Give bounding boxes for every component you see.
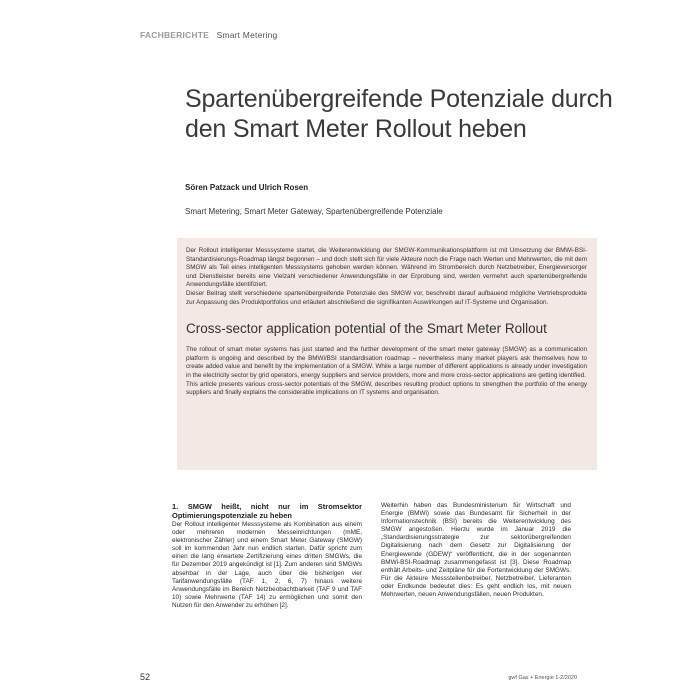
abstract-en-paragraph: The rollout of smart meter systems has just started and the further development of the smart meter gateway (SMGW) as a communication platform is ongoing and described by the BMWi/BSI standardisation roadmap – nevertheless many market players ask themselves how to create added value and benefit by the implementation of a SMGW. While a large number of different applications is already under investigation in the electricity sector by grid operators, energy suppliers and service providers, more and more cross-sector applications are getting identified. [186, 346, 587, 379]
abstract-de-paragraph: Dieser Beitrag stellt verschiedene spartenübergreifende Potenziale des SMGW vor, beschreibt darauf aufbauend mögliche Vertriebsprodukte zur Anpassung des Produktportfolios und erläutert abschließend die signifikanten Auswirkungen auf IT-Systeme und Organisation. [186, 289, 587, 306]
body-column-left [172, 502, 362, 610]
section-heading: 1. SMGW heißt, nicht nur im Stromsektor Optimierungspotenziale zu heben [172, 502, 362, 520]
body-paragraph: Weiterhin haben das Bundesministerium für Wirtschaft und Energie (BMWi) sowie das Bundesamt für Sicherheit in der Informationstechnik (BSI) bereits die Weiterentwicklung des SMGW angestoßen. Hierzu wurde im Januar 2019 die „Standardisierungsstrategie zur sektorübergreifenden Digitalisierung nach dem Gesetz zur Digitalisierung der Energiewende (GDEW)“ veröffentlicht, die in der sogenannten BMWi-BSI-Roadmap zusammengefasst ist [3]. Diese Roadmap enthält Arbeits- und Zeitpläne für die Fortentwicklung der SMGWs. Für die Akteure Messstellenbetreiber, Netzbetreiber, Lieferanten oder Endkunde bedeutet dies: Es geht endlich los, mit neuen Mehrwerten, neuen Anwendungsfällen, neuen Produkten. [381, 502, 571, 599]
article-title: Spartenübergreifende Potenziale durch den Smart Meter Rollout heben [185, 85, 613, 143]
journal-reference: gwf Gas + Energie 1-2/2020 [508, 675, 577, 681]
article-keywords: Smart Metering, Smart Meter Gateway, Spartenübergreifende Potenziale [185, 207, 443, 216]
abstract-box [177, 238, 597, 470]
running-header [140, 30, 277, 40]
abstract-en-paragraph: This article presents various cross-sector potentials of the SMGW, describes resulting product options to strengthen the portfolio of the energy suppliers and finally explains the considerable implications on IT systems and organisation. [186, 380, 587, 397]
abstract-english [186, 346, 587, 398]
section-subcategory: Smart Metering [216, 30, 278, 40]
english-title: Cross-sector application potential of the Smart Meter Rollout [186, 321, 547, 337]
abstract-de-paragraph: Der Rollout intelligenter Messsysteme startet, die Weiterentwicklung der SMGW-Kommunikationsplattform ist mit Umsetzung der BMWi-BSI-Standardisierungs-Roadmap längst begonnen – und doch stellt sich für viele Akteure noch die Frage nach Werten und Mehrwerten, die mit dem SMGW als Teil eines intelligenten Messsystems gehoben werden können. Während im Strombereich durch Netzbetreiber, Energieversorger und Dienstleister bereits eine Vielzahl verschiedener Anwendungsfälle in der Erprobung sind, werden vermehrt auch spartenübergreifende Anwendungsfälle identifiziert. [186, 247, 587, 289]
body-column-right [381, 502, 571, 599]
abstract-german [186, 247, 587, 307]
article-authors: Sören Patzack und Ulrich Rosen [185, 183, 309, 192]
section-category: FACHBERICHTE [140, 30, 209, 40]
page-number: 52 [140, 672, 151, 682]
body-paragraph: Der Rollout intelligenter Messsysteme als Kombination aus einem oder mehreren modernen Messeinrichtungen (mME, elektronischer Zähler) und einem Smart Meter Gateway (SMGW) soll im kommenden Jahr nun endlich starten. Dafür spricht zum einen die lang erwartete Zertifizierung eines dritten SMGWs, die für Dezember 2019 angekündigt ist [1]. Zum anderen sind SMGWs absehbar in der Lage, auch über die bisherigen vier Tarifanwendungsfälle (TAF 1, 2, 6, 7) hinaus weitere Anwendungsfälle im Bereich Netzbeobachtbarkeit (TAF 9 und TAF 10) sowie Mehrwerte (TAF 14) zu ermöglichen und somit den Nutzen für den Anwender zu erhöhen [2]. [172, 521, 362, 609]
